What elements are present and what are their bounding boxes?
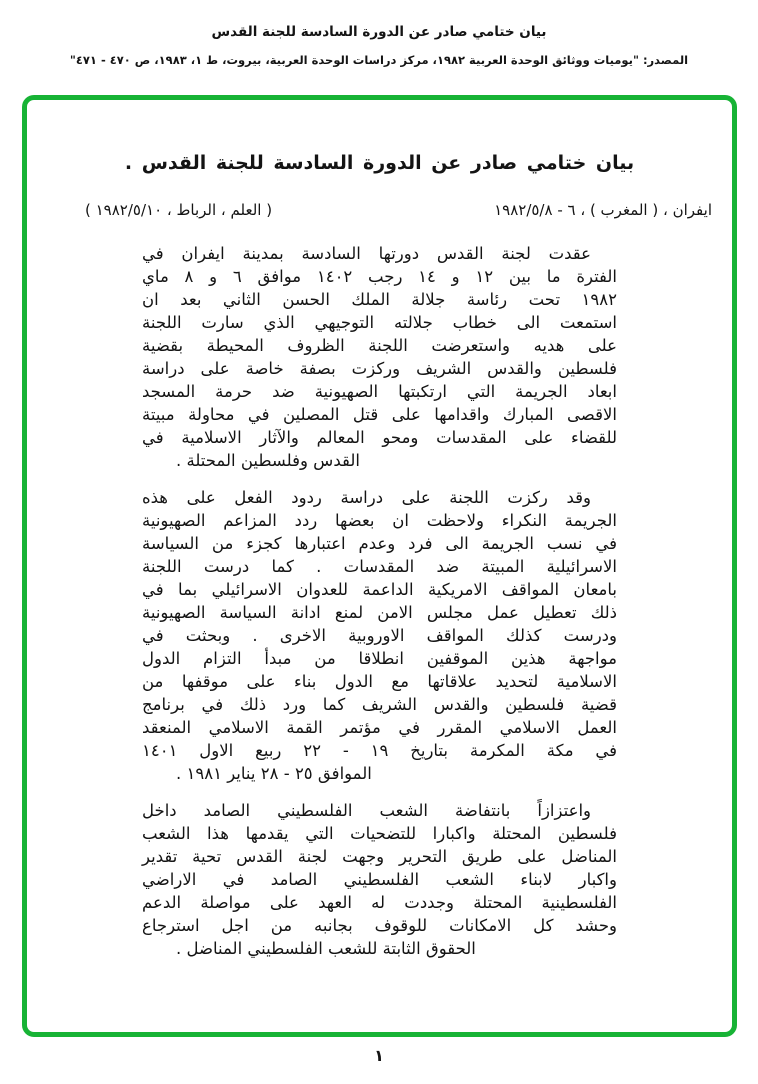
text-line: العمل الاسلامي المقرر في مؤتمر القمة الاسلامي المنعقد [142, 718, 617, 737]
dateline [85, 201, 712, 219]
statement-body [142, 242, 617, 960]
text-line: الفلسطينية المحتلة وجددت له العهد على مواصلة الدعم [142, 893, 617, 912]
text-line: الفترة ما بين ١٢ و ١٤ رجب ١٤٠٢ موافق ٦ و ٨ ماي [142, 267, 618, 286]
text-line: فلسطين المحتلة واكبارا للتضحيات التي يقدمها هذا الشعب [142, 824, 617, 843]
text-line: الاسلامية لتحديد علاقاتها مع الدول بناء على موقفها من [142, 672, 617, 691]
text-line: الاقصى المبارك واقدامها على قتل المصلين في محاولة مبيتة [142, 405, 617, 424]
dateline-newspaper: ( العلم ، الرباط ، ١٩٨٢/٥/١٠ ) [85, 201, 273, 219]
text-line: ذلك تعطيل عمل مجلس الامن لمنع ادانة السياسة الصهيونية [142, 603, 617, 622]
paragraph-3 [142, 799, 617, 960]
text-line: قضية فلسطين والقدس الشريف كما ورد ذلك في برنامج [142, 695, 617, 714]
statement-frame-inner [27, 152, 732, 1084]
text-line: بامعان المواقف الامريكية الداعمة للعدوان الاسرائيلي بما في [142, 580, 617, 599]
text-line: في مكة المكرمة بتاريخ ١٩ - ٢٢ ربيع الاول ١٤٠١ [142, 741, 618, 760]
text-line: الموافق ٢٥ - ٢٨ يناير ١٩٨١ . [176, 764, 372, 783]
text-line: استمعت الى خطاب جلالته التوجيهي الذي سارت اللجنة [142, 313, 617, 332]
text-line: واعتزازاً بانتفاضة الشعب الفلسطيني الصامد داخل [142, 801, 591, 820]
text-line: وقد ركزت اللجنة على دراسة ردود الفعل على هذه [142, 488, 591, 507]
text-line: المناضل على طريق التحرير وجهت لجنة القدس تحية تقدير [142, 847, 617, 866]
statement-frame [22, 95, 737, 1037]
page-number: ١ [374, 1046, 384, 1065]
text-line: ابعاد الجريمة التي ارتكبتها الصهيونية ضد حرمة المسجد [142, 382, 617, 401]
dateline-location: ايفران ، ( المغرب ) ، ٦ - ١٩٨٢/٥/٨ [494, 201, 712, 219]
paragraph-2 [142, 486, 617, 785]
header-title: بيان ختامي صادر عن الدورة السادسة للجنة القدس [211, 24, 547, 40]
text-line: الحقوق الثابتة للشعب الفلسطيني المناضل . [176, 939, 476, 958]
text-line: في نسب الجريمة الى فرد وعدم اعتبارها كجزء من السياسة [142, 534, 617, 553]
text-line: وحشد كل الامكانات للوقوف بجانبه من اجل استرجاع [142, 916, 617, 935]
text-line: عقدت لجنة القدس دورتها السادسة بمدينة ايفران في [142, 244, 591, 263]
source-citation: المصدر: "يوميات ووثائق الوحدة العربية ١٩٨٢، مركز دراسات الوحدة العربية، بيروت، ط ١، ١٩٨٣، ص ٤٧٠ - ٤٧١" [69, 53, 689, 67]
text-line: الجريمة النكراء ولاحظت ان بعضها ردد المزاعم الصهيونية [142, 511, 617, 530]
text-line: الاسرائيلية المبيتة ضد المقدسات . كما درست اللجنة [142, 557, 617, 576]
text-line: ١٩٨٢ تحت رئاسة جلالة الملك الحسن الثاني بعد ان [142, 290, 617, 309]
text-line: ودرست كذلك المواقف الاوروبية الاخرى . وبحثت في [142, 626, 617, 645]
paragraph-1 [142, 242, 617, 472]
statement-title: بيان ختامي صادر عن الدورة السادسة للجنة القدس . [124, 152, 635, 174]
text-line: مواجهة هذين الموقفين انطلاقا من مبدأ التزام الدول [142, 649, 617, 668]
text-line: على هديه واستعرضت اللجنة الظروف المحيطة بقضية [142, 336, 617, 355]
text-line: فلسطين والقدس الشريف وركزت بصفة خاصة على دراسة [142, 359, 617, 378]
text-line: واكبار لابناء الشعب الفلسطيني الصامد في الاراضي [142, 870, 617, 889]
page-header [0, 0, 758, 67]
text-line: للقضاء على المقدسات ومحو المعالم والآثار الاسلامية في [142, 428, 617, 447]
text-line: القدس وفلسطين المحتلة . [176, 451, 360, 470]
